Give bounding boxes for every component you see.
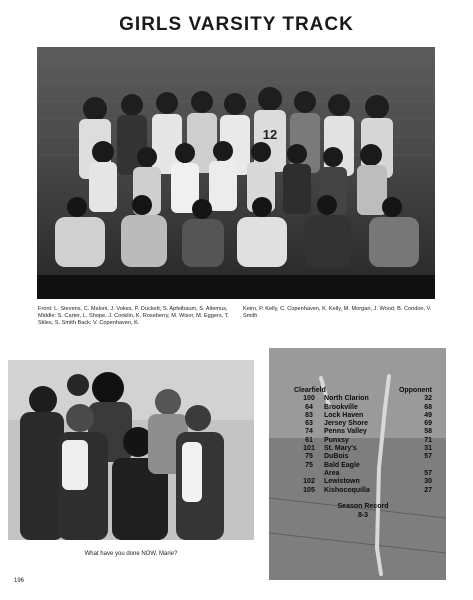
opponent-name: Brookville — [324, 403, 358, 411]
opponent-name: Penns Valley — [324, 428, 367, 436]
schedule-row — [294, 437, 432, 445]
schedule-row — [294, 470, 432, 478]
opponent-score — [410, 462, 432, 470]
page-title: GIRLS VARSITY TRACK — [119, 14, 354, 35]
opponent-score: 57 — [424, 453, 432, 461]
opponent-score: 27 — [424, 486, 432, 494]
us-score: 102 — [303, 478, 315, 486]
opponent-name: DuBois — [324, 453, 349, 461]
schedule-row — [294, 395, 432, 403]
team-photo-caption-left: Front: L. Stevens, C. Maloni, J. Vokes, P. Duckett, S. Apfelbaum, S. Altemus, Middle: S. Carter, L. Shope, J. Conklin, K. Roseberry, M. Wisor, M. Eggers, T. Stiles, S. Smith Back: V. Copenhaven, K. — [38, 306, 229, 326]
schedule-row — [294, 445, 432, 453]
candid-photo-image — [8, 360, 254, 540]
us-score: 100 — [303, 395, 315, 403]
us-score — [294, 470, 324, 478]
season-schedule — [294, 387, 432, 520]
schedule-header-clearfield: Clearfield — [294, 387, 326, 394]
schedule-row — [294, 487, 432, 495]
schedule-row — [294, 478, 432, 486]
us-score: 64 — [305, 403, 313, 411]
opponent-score: 69 — [424, 420, 432, 428]
schedule-row — [294, 428, 432, 436]
opponent-score: 31 — [424, 445, 432, 453]
team-photo-caption-right: Keirn, P. Kelly, C. Copenhaven, K. Kelly, M. Morgan, J. Wood, B. Condon, V. Smith — [243, 306, 432, 319]
opponent-name: Lewistown — [324, 478, 360, 486]
opponent-name: Punxsy — [324, 436, 349, 444]
season-record — [294, 502, 432, 520]
us-score: 75 — [305, 461, 313, 469]
opponent-name: Kishocoquilla — [324, 486, 370, 494]
us-score: 101 — [303, 445, 315, 453]
opponent-name: St. Mary's — [324, 445, 357, 453]
candid-photo-caption: What have you done NOW, Marie? — [84, 551, 178, 557]
opponent-score: 32 — [424, 395, 432, 403]
opponent-score: 49 — [424, 411, 432, 419]
opponent-name: Bald Eagle — [324, 461, 360, 469]
opponent-score: 30 — [424, 478, 432, 486]
us-score: 61 — [305, 436, 313, 444]
opponent-name: Lock Haven — [324, 411, 364, 419]
season-record-value: 8-3 — [357, 511, 369, 519]
jersey-number: 12 — [262, 127, 278, 142]
opponent-score: 58 — [424, 428, 432, 436]
candid-photo — [8, 360, 254, 540]
schedule-row — [294, 412, 432, 420]
schedule-row — [294, 420, 432, 428]
us-score: 105 — [303, 486, 315, 494]
schedule-row — [294, 404, 432, 412]
schedule-row — [294, 462, 432, 470]
team-photo-image — [37, 47, 435, 299]
opponent-score: 57 — [424, 469, 432, 477]
page-number: 196 — [14, 578, 25, 584]
opponent-score: 71 — [424, 436, 432, 444]
schedule-header-opponent: Opponent — [398, 387, 432, 394]
schedule-row — [294, 453, 432, 461]
schedule-rows — [294, 395, 432, 495]
us-score: 83 — [305, 411, 313, 419]
opponent-name: Jersey Shore — [324, 420, 368, 428]
opponent-name: Area — [324, 469, 340, 477]
opponent-score: 68 — [424, 403, 432, 411]
us-score: 63 — [305, 420, 313, 428]
opponent-name: North Clarion — [324, 395, 369, 403]
schedule-header — [294, 387, 432, 395]
us-score: 75 — [305, 453, 313, 461]
team-photo — [37, 47, 435, 299]
us-score: 74 — [305, 428, 313, 436]
season-record-label: Season Record — [337, 502, 389, 510]
